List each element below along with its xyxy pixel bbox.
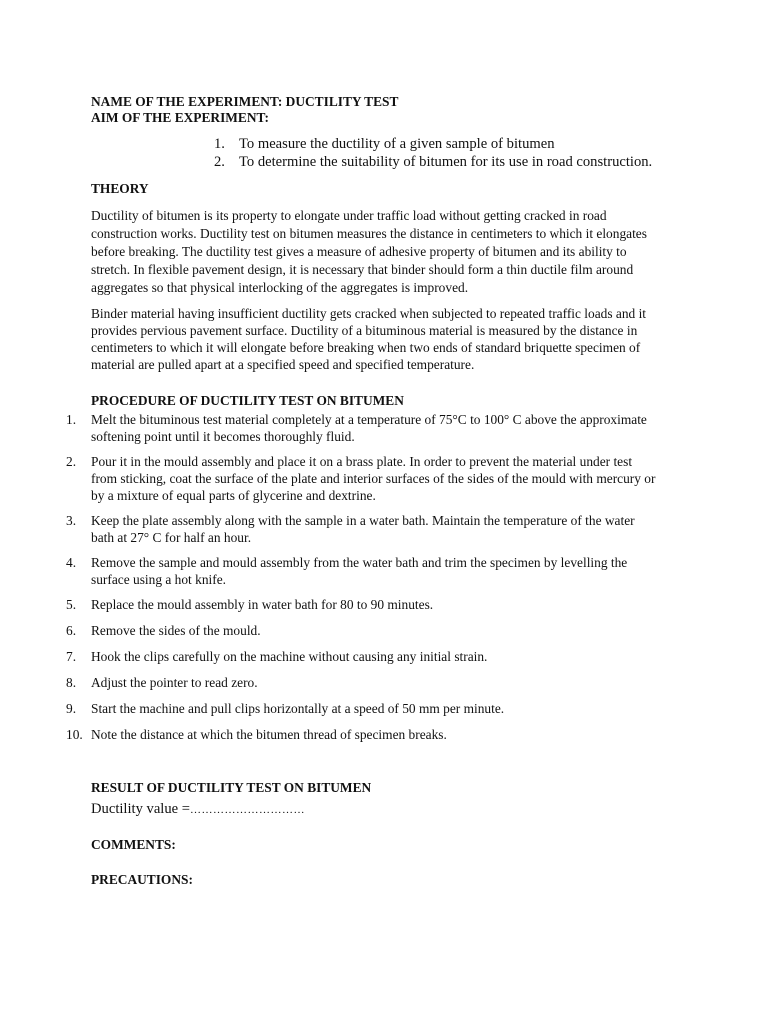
step-line: by a mixture of equal parts of glycerine and dextrine.	[91, 488, 376, 503]
aim-text: To determine the suitability of bitumen for its use in road construction.	[239, 154, 653, 170]
procedure-step	[66, 726, 447, 743]
step-number: 3.	[66, 513, 77, 528]
step-line: softening point until it becomes thoroughly fluid.	[91, 429, 355, 444]
procedure-step	[66, 411, 647, 445]
aim-item	[214, 153, 652, 171]
ductility-value-blank: …………………………	[190, 804, 306, 816]
step-number: 6.	[66, 623, 77, 638]
theory-paragraph-2	[91, 305, 691, 373]
theory-heading: THEORY	[91, 181, 149, 196]
paragraph-line: provides pervious pavement surface. Ductility of a bituminous material is measured by the distance in	[91, 323, 638, 338]
aim-number: 1.	[214, 136, 225, 152]
step-line: Remove the sample and mould assembly from the water bath and trim the specimen by levelling the	[91, 555, 628, 570]
procedure-step	[66, 554, 627, 588]
paragraph-line: before breaking. The ductility test gives a measure of adhesive property of bitumen and its ability to	[91, 244, 627, 259]
precautions-heading: PRECAUTIONS:	[91, 872, 193, 887]
procedure-step	[66, 596, 433, 613]
step-line: bath at 27° C for half an hour.	[91, 530, 252, 545]
aim-text: To measure the ductility of a given sample of bitumen	[239, 136, 555, 152]
aim-heading: AIM OF THE EXPERIMENT:	[91, 110, 269, 125]
procedure-step	[66, 512, 635, 546]
aim-list	[214, 135, 652, 171]
step-line: Melt the bituminous test material completely at a temperature of 75°C to 100° C above the approximate	[91, 412, 647, 427]
paragraph-line: construction works. Ductility test on bitumen measures the distance in centimeters to which it elongates	[91, 226, 647, 241]
step-number: 4.	[66, 555, 77, 570]
step-line: Pour it in the mould assembly and place it on a brass plate. In order to prevent the material under test	[91, 454, 633, 469]
step-line: Note the distance at which the bitumen thread of specimen breaks.	[91, 727, 447, 742]
step-line: Start the machine and pull clips horizontally at a speed of 50 mm per minute.	[91, 701, 505, 716]
result-heading: RESULT OF DUCTILITY TEST ON BITUMEN	[91, 780, 372, 795]
procedure-step	[66, 453, 655, 504]
paragraph-line: material are pulled apart at a specified speed and specified temperature.	[91, 357, 475, 372]
aim-item	[214, 135, 652, 153]
aim-number: 2.	[214, 154, 225, 170]
theory-paragraph-1	[91, 207, 691, 297]
step-number: 9.	[66, 701, 77, 716]
ductility-value-line	[91, 800, 305, 819]
step-line: Adjust the pointer to read zero.	[91, 675, 258, 690]
comments-heading: COMMENTS:	[91, 837, 176, 852]
paragraph-line: centimeters to which it will elongate before breaking when two ends of standard briquette specimen of	[91, 340, 641, 355]
step-line: surface using a hot knife.	[91, 572, 226, 587]
paragraph-line: stretch. In flexible pavement design, it is necessary that binder should form a thin ductile film around	[91, 262, 634, 277]
step-line: Replace the mould assembly in water bath for 80 to 90 minutes.	[91, 597, 434, 612]
experiment-name-heading: NAME OF THE EXPERIMENT: DUCTILITY TEST	[91, 94, 399, 109]
paragraph-line: Binder material having insufficient ductility gets cracked when subjected to repeated traffic loads and it	[91, 306, 647, 321]
step-line: Keep the plate assembly along with the sample in a water bath. Maintain the temperature of the water	[91, 513, 635, 528]
paragraph-line: aggregates so that physical interlocking of the aggregates is improved.	[91, 280, 469, 295]
step-number: 8.	[66, 675, 77, 690]
step-line: Remove the sides of the mould.	[91, 623, 261, 638]
step-number: 7.	[66, 649, 77, 664]
procedure-step	[66, 648, 487, 665]
step-number: 10.	[66, 727, 83, 742]
procedure-step	[66, 622, 261, 639]
procedure-heading: PROCEDURE OF DUCTILITY TEST ON BITUMEN	[91, 393, 404, 408]
step-number: 1.	[66, 412, 77, 427]
procedure-step	[66, 674, 258, 691]
ductility-value-label: Ductility value =	[91, 801, 191, 817]
step-number: 2.	[66, 454, 77, 469]
paragraph-line: Ductility of bitumen is its property to elongate under traffic load without getting cracked in road	[91, 208, 607, 223]
step-number: 5.	[66, 597, 77, 612]
procedure-step	[66, 700, 504, 717]
step-line: Hook the clips carefully on the machine without causing any initial strain.	[91, 649, 488, 664]
step-line: from sticking, coat the surface of the plate and interior surfaces of the sides of the mould with mercury or	[91, 471, 656, 486]
